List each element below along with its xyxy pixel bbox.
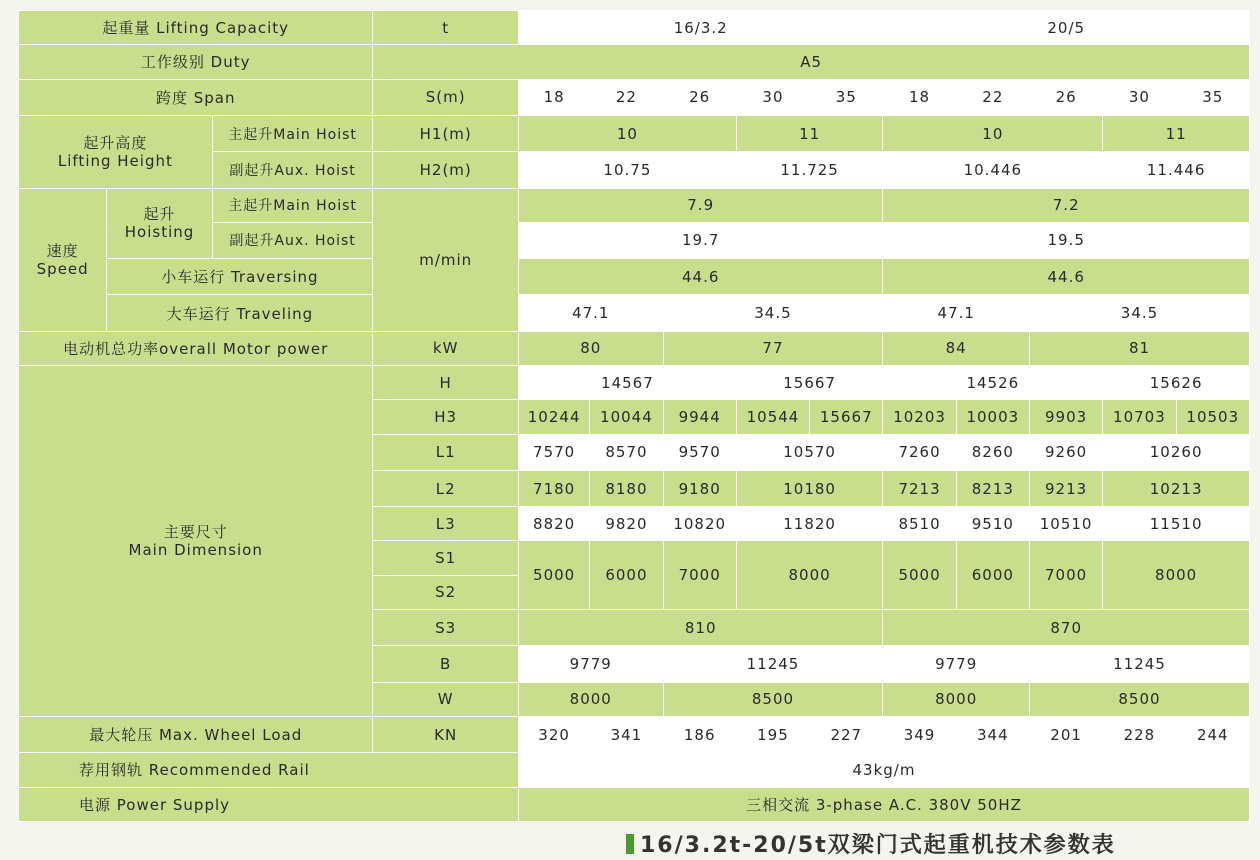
- dim-H3-label: H3: [373, 400, 519, 434]
- speed-unit: m/min: [373, 188, 519, 331]
- dim-L3-value: 10820: [663, 507, 736, 541]
- dim-W-label: W: [373, 682, 519, 716]
- wheel-load-value: 201: [1029, 716, 1102, 752]
- span-cell: 22: [956, 79, 1029, 115]
- main-hoist-label: 主起升Main Hoist: [212, 115, 373, 151]
- dim-L2-value: 8213: [956, 470, 1029, 506]
- row-dim-H: [19, 366, 1250, 400]
- row-traversing: [19, 259, 1250, 295]
- dim-L3-label: L3: [373, 507, 519, 541]
- speed-main-value: 7.2: [883, 188, 1250, 222]
- dim-L1-value: 7570: [518, 434, 589, 470]
- dim-S2-value: 5000: [883, 541, 956, 610]
- dim-H3-value: 10044: [590, 400, 663, 434]
- duty-value: A5: [373, 45, 1250, 79]
- traversing-value: 44.6: [518, 259, 882, 295]
- lifting-height-en: Lifting Height: [57, 151, 173, 170]
- dim-H-value: 15667: [736, 366, 883, 400]
- span-label: 跨度 Span: [19, 79, 373, 115]
- dim-H3-value: 10503: [1176, 400, 1249, 434]
- capacity-value: 16/3.2: [518, 11, 882, 45]
- traveling-value: 47.1: [518, 295, 663, 331]
- wheel-load-value: 227: [810, 716, 883, 752]
- dim-L1-value: 7260: [883, 434, 956, 470]
- capacity-unit: t: [373, 11, 519, 45]
- h2-value: 11.446: [1103, 152, 1250, 188]
- dim-L3-value: 9510: [956, 507, 1029, 541]
- dim-W-value: 8000: [518, 682, 663, 716]
- dim-S2-value: 7000: [1029, 541, 1102, 610]
- dim-B-value: 11245: [663, 646, 883, 682]
- spec-sheet: [18, 10, 1250, 822]
- capacity-label: 起重量 Lifting Capacity: [19, 11, 373, 45]
- speed-cn: 速度: [46, 241, 79, 260]
- dim-L3-value: 8510: [883, 507, 956, 541]
- power-label: 电源 Power Supply: [19, 787, 519, 821]
- dim-L2-label: L2: [373, 470, 519, 506]
- dim-S2-label: S2: [373, 575, 519, 609]
- dim-S2-value: 7000: [663, 541, 736, 610]
- span-cell: 18: [518, 79, 589, 115]
- dim-L2-value: 9180: [663, 470, 736, 506]
- dim-L3-value: 10510: [1029, 507, 1102, 541]
- h1-value: 10: [518, 115, 736, 151]
- dim-L1-value: 10260: [1103, 434, 1250, 470]
- dim-S3-value: 810: [518, 610, 882, 646]
- dim-W-value: 8500: [663, 682, 883, 716]
- dim-H-value: 15626: [1103, 366, 1250, 400]
- h2-value: 11.725: [736, 152, 883, 188]
- dim-H3-value: 9944: [663, 400, 736, 434]
- lifting-height-cn: 起升高度: [83, 133, 148, 152]
- span-cell: 35: [1176, 79, 1249, 115]
- row-capacity: [19, 11, 1250, 45]
- row-wheel-load: [19, 716, 1250, 752]
- dim-L3-value: 11820: [736, 507, 883, 541]
- row-motor: [19, 331, 1250, 365]
- row-lift-main: [19, 115, 1250, 151]
- lifting-height-label: [19, 115, 213, 188]
- dim-L3-value: 8820: [518, 507, 589, 541]
- rail-label: 荐用钢轨 Recommended Rail: [19, 753, 519, 787]
- dim-H3-value: 15667: [810, 400, 883, 434]
- row-traveling: [19, 295, 1250, 331]
- dim-L1-value: 8570: [590, 434, 663, 470]
- row-power: [19, 787, 1250, 821]
- dim-L2-value: 10180: [736, 470, 883, 506]
- speed-aux-value: 19.5: [883, 222, 1250, 258]
- dim-S3-value: 870: [883, 610, 1250, 646]
- traveling-value: 34.5: [1029, 295, 1249, 331]
- dim-H3-value: 10203: [883, 400, 956, 434]
- h1-value: 11: [736, 115, 883, 151]
- wheel-load-value: 228: [1103, 716, 1176, 752]
- span-cell: 18: [883, 79, 956, 115]
- span-cell: 30: [1103, 79, 1176, 115]
- dim-L2-value: 8180: [590, 470, 663, 506]
- span-unit: S(m): [373, 79, 519, 115]
- power-value: 三相交流 3-phase A.C. 380V 50HZ: [518, 787, 1249, 821]
- dim-L1-value: 9570: [663, 434, 736, 470]
- traveling-value: 47.1: [883, 295, 1030, 331]
- motor-unit: kW: [373, 331, 519, 365]
- speed-aux-hoist-label: 副起升Aux. Hoist: [212, 222, 373, 258]
- dim-H3-value: 10544: [736, 400, 809, 434]
- dim-H3-value: 10003: [956, 400, 1029, 434]
- wheel-load-label: 最大轮压 Max. Wheel Load: [19, 716, 373, 752]
- dim-S1-label: S1: [373, 541, 519, 575]
- wheel-load-unit: KN: [373, 716, 519, 752]
- h2-value: 10.75: [518, 152, 736, 188]
- dim-L2-value: 9213: [1029, 470, 1102, 506]
- speed-label: [19, 188, 107, 331]
- dim-H3-value: 10244: [518, 400, 589, 434]
- dim-B-value: 11245: [1029, 646, 1249, 682]
- wheel-load-value: 344: [956, 716, 1029, 752]
- dim-L1-value: 9260: [1029, 434, 1102, 470]
- dim-L1-value: 10570: [736, 434, 883, 470]
- wheel-load-value: 195: [736, 716, 809, 752]
- dim-H3-value: 10703: [1103, 400, 1176, 434]
- dim-W-value: 8500: [1029, 682, 1249, 716]
- title-marker-icon: [626, 834, 634, 854]
- main-dimension-label: [19, 366, 373, 717]
- dim-W-value: 8000: [883, 682, 1030, 716]
- speed-main-hoist-label: 主起升Main Hoist: [212, 188, 373, 222]
- h2-unit: H2(m): [373, 152, 519, 188]
- dim-B-value: 9779: [518, 646, 663, 682]
- h1-value: 11: [1103, 115, 1250, 151]
- row-speed-main: [19, 188, 1250, 222]
- dim-S3-label: S3: [373, 610, 519, 646]
- span-cell: 35: [810, 79, 883, 115]
- traveling-label: 大车运行 Traveling: [107, 295, 373, 331]
- capacity-value: 20/5: [883, 11, 1250, 45]
- main-dimension-cn: 主要尺寸: [163, 522, 228, 541]
- dim-S2-value: 8000: [736, 541, 883, 610]
- dim-L1-value: 8260: [956, 434, 1029, 470]
- hoisting-cn: 起升: [143, 205, 176, 224]
- traversing-label: 小车运行 Traversing: [107, 259, 373, 295]
- span-cell: 26: [1029, 79, 1102, 115]
- dim-L2-value: 7213: [883, 470, 956, 506]
- motor-value: 80: [518, 331, 663, 365]
- aux-hoist-label: 副起升Aux. Hoist: [212, 152, 373, 188]
- motor-value: 81: [1029, 331, 1249, 365]
- wheel-load-value: 341: [590, 716, 663, 752]
- span-cell: 30: [736, 79, 809, 115]
- hoisting-en: Hoisting: [124, 223, 195, 242]
- wheel-load-value: 244: [1176, 716, 1249, 752]
- dim-S2-value: 5000: [518, 541, 589, 610]
- dim-B-value: 9779: [883, 646, 1030, 682]
- h1-unit: H1(m): [373, 115, 519, 151]
- table-title: [626, 828, 1116, 859]
- dim-B-label: B: [373, 646, 519, 682]
- h2-value: 10.446: [883, 152, 1103, 188]
- h1-value: 10: [883, 115, 1103, 151]
- dim-L2-value: 10213: [1103, 470, 1250, 506]
- wheel-load-value: 186: [663, 716, 736, 752]
- dim-S2-value: 8000: [1103, 541, 1250, 610]
- spec-table: [18, 10, 1250, 822]
- dim-H3-value: 9903: [1029, 400, 1102, 434]
- hoisting-label: [107, 188, 212, 259]
- dim-S2-value: 6000: [956, 541, 1029, 610]
- duty-label: 工作级别 Duty: [19, 45, 373, 79]
- speed-main-value: 7.9: [518, 188, 882, 222]
- row-rail: [19, 753, 1250, 787]
- rail-value: 43kg/m: [518, 753, 1249, 787]
- dim-L2-value: 7180: [518, 470, 589, 506]
- span-cell: 22: [590, 79, 663, 115]
- dim-L3-value: 11510: [1103, 507, 1250, 541]
- dim-S2-value: 6000: [590, 541, 663, 610]
- dim-H-label: H: [373, 366, 519, 400]
- main-dimension-en: Main Dimension: [128, 540, 263, 559]
- dim-H-value: 14567: [518, 366, 736, 400]
- motor-value: 77: [663, 331, 883, 365]
- speed-aux-value: 19.7: [518, 222, 882, 258]
- speed-en: Speed: [36, 259, 89, 278]
- traveling-value: 34.5: [663, 295, 883, 331]
- dim-L1-label: L1: [373, 434, 519, 470]
- wheel-load-value: 320: [518, 716, 589, 752]
- dim-H-value: 14526: [883, 366, 1103, 400]
- table-title-text: 16/3.2t-20/5t双梁门式起重机技术参数表: [640, 833, 1116, 858]
- row-duty: [19, 45, 1250, 79]
- traversing-value: 44.6: [883, 259, 1250, 295]
- motor-value: 84: [883, 331, 1030, 365]
- motor-label: 电动机总功率overall Motor power: [19, 331, 373, 365]
- row-span: [19, 79, 1250, 115]
- span-cell: 26: [663, 79, 736, 115]
- wheel-load-value: 349: [883, 716, 956, 752]
- dim-L3-value: 9820: [590, 507, 663, 541]
